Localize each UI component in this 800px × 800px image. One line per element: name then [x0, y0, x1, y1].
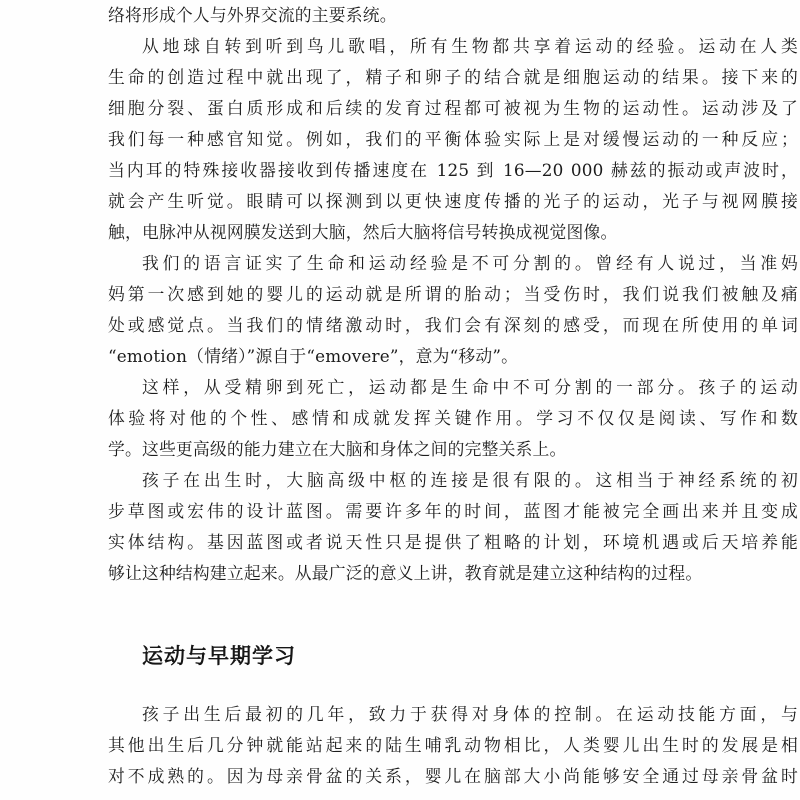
text-line: 处或感觉点。当我们的情绪激动时，我们会有深刻的感受，而现在所使用的单词 [108, 315, 798, 335]
text-line: 够让这种结构建立起来。从最广泛的意义上讲，教育就是建立这种结构的过程。 [108, 563, 703, 583]
text-line: 学。这些更高级的能力建立在大脑和身体之间的完整关系上。 [108, 439, 567, 459]
text-line: 步草图或宏伟的设计蓝图。需要许多年的时间，蓝图才能被完全画出来并且变成 [108, 501, 798, 521]
text-line: 生命的创造过程中就出现了，精子和卵子的结合就是细胞运动的结果。接下来的 [108, 67, 798, 87]
text-line: “emotion（情绪）”源自于“emovere”，意为“移动”。 [108, 346, 519, 366]
paragraph-life-long-motion [108, 372, 798, 465]
text-line: 当内耳的特殊接收器接收到传播速度在 125 到 16—20 000 赫兹的振动或声波时， [108, 160, 798, 180]
paragraph-motion-experience [108, 31, 798, 248]
paragraph-brain-blueprint [108, 465, 798, 589]
text-line: 细胞分裂、蛋白质形成和后续的发育过程都可被视为生物的运动性。运动涉及了 [108, 98, 798, 118]
text-line: 络将形成个人与外界交流的主要系统。 [108, 5, 397, 25]
paragraph-language-evidence [108, 248, 798, 372]
text-line: 孩子出生后最初的几年，致力于获得对身体的控制。在运动技能方面，与 [142, 704, 798, 724]
text-line: 触，电脉冲从视网膜发送到大脑，然后大脑将信号转换成视觉图像。 [108, 222, 618, 242]
text-line: 这样，从受精卵到死亡，运动都是生命中不可分割的一部分。孩子的运动 [142, 377, 798, 397]
text-line: 我们每一种感官知觉。例如，我们的平衡体验实际上是对缓慢运动的一种反应； [108, 129, 798, 149]
paragraph-early-learning [108, 699, 798, 792]
text-line: 对不成熟的。因为母亲骨盆的关系，婴儿在脑部大小尚能够安全通过母亲骨盆时 [108, 766, 798, 786]
text-line: 从地球自转到听到鸟儿歌唱，所有生物都共享着运动的经验。运动在人类 [142, 36, 798, 56]
text-line: 妈第一次感到她的婴儿的运动就是所谓的胎动；当受伤时，我们说我们被触及痛 [108, 284, 798, 304]
text-line: 其他出生后几分钟就能站起来的陆生哺乳动物相比，人类婴儿出生时的发展是相 [108, 735, 798, 755]
text-line: 孩子在出生时，大脑高级中枢的连接是很有限的。这相当于神经系统的初 [142, 470, 798, 490]
section-heading: 运动与早期学习 [142, 644, 296, 668]
continuation-text [108, 0, 798, 31]
text-line: 体验将对他的个性、感情和成就发挥关键作用。学习不仅仅是阅读、写作和数 [108, 408, 798, 428]
text-line: 就会产生听觉。眼睛可以探测到以更快速度传播的光子的运动，光子与视网膜接 [108, 191, 798, 211]
text-line: 实体结构。基因蓝图或者说天性只是提供了粗略的计划，环境机遇或后天培养能 [108, 532, 798, 552]
text-line: 我们的语言证实了生命和运动经验是不可分割的。曾经有人说过，当准妈 [142, 253, 798, 273]
